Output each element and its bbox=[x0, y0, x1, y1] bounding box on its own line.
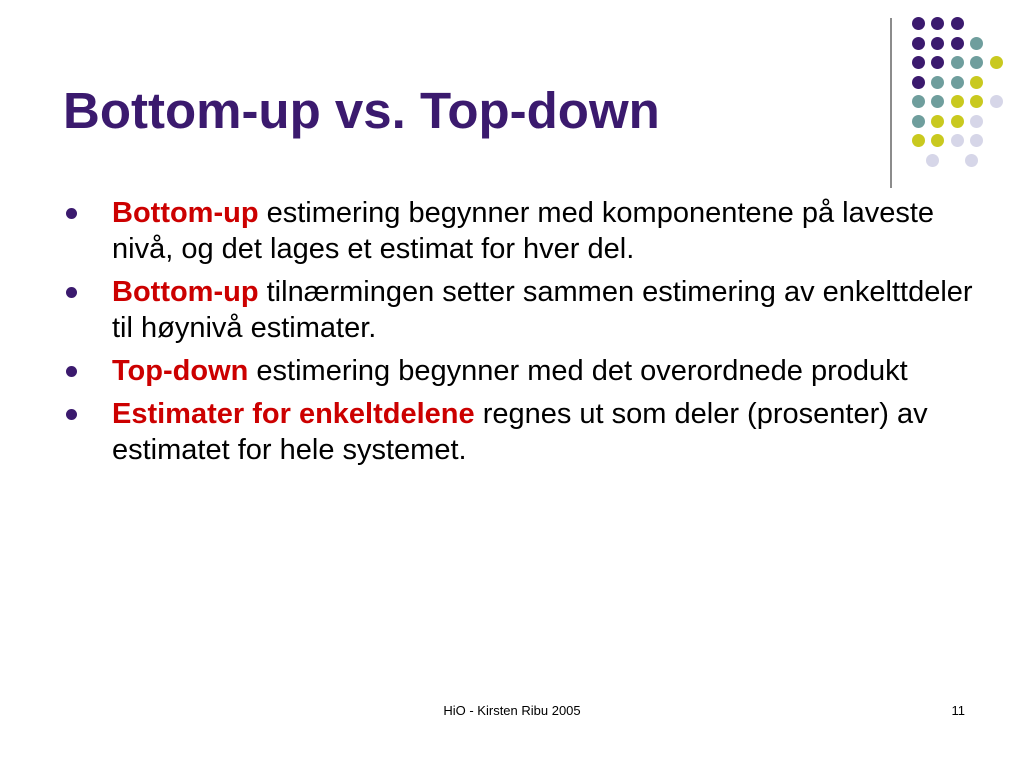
bullet-item bbox=[60, 353, 980, 389]
decorative-dot bbox=[912, 95, 925, 108]
bullet-icon bbox=[66, 409, 77, 420]
bullet-text: estimering begynner med komponentene på laveste nivå, og det lages et estimat for hver del. bbox=[112, 197, 935, 265]
bullet-icon bbox=[66, 287, 77, 298]
decorative-dot bbox=[951, 95, 964, 108]
bullet-text: estimering begynner med det overordnede produkt bbox=[248, 355, 908, 387]
decorative-dot bbox=[951, 37, 964, 50]
bullet-keyword: Bottom-up bbox=[112, 276, 259, 308]
decorative-dot bbox=[912, 56, 925, 69]
decorative-dot bbox=[931, 95, 944, 108]
bullet-text: regnes ut som deler (prosenter) av estimatet for hele systemet. bbox=[112, 398, 928, 466]
decorative-dot bbox=[990, 56, 1003, 69]
bullet-item bbox=[60, 274, 980, 346]
decorative-dot bbox=[970, 56, 983, 69]
decorative-dot bbox=[912, 134, 925, 147]
page-number: 11 bbox=[951, 703, 965, 718]
decorative-dot bbox=[970, 95, 983, 108]
decorative-dot bbox=[951, 115, 964, 128]
bullet-icon bbox=[66, 366, 77, 377]
bullet-keyword: Bottom-up bbox=[112, 197, 259, 229]
slide-title: Bottom-up vs. Top-down bbox=[63, 82, 660, 139]
vertical-divider bbox=[890, 18, 892, 188]
decorative-dot bbox=[931, 76, 944, 89]
decorative-dot bbox=[926, 154, 939, 167]
decorative-dot bbox=[912, 37, 925, 50]
bullet-item bbox=[60, 396, 980, 468]
decorative-dot bbox=[931, 17, 944, 30]
bullet-list bbox=[60, 195, 980, 475]
decorative-dot bbox=[931, 56, 944, 69]
bullet-keyword: Estimater for enkeltdelene bbox=[112, 398, 475, 430]
decorative-dot bbox=[965, 154, 978, 167]
decorative-dot bbox=[931, 37, 944, 50]
bullet-item bbox=[60, 195, 980, 267]
bullet-keyword: Top-down bbox=[112, 355, 249, 387]
decorative-dot bbox=[912, 115, 925, 128]
decorative-dot bbox=[912, 17, 925, 30]
decorative-dot bbox=[970, 115, 983, 128]
decorative-dot bbox=[990, 95, 1003, 108]
decorative-dot bbox=[931, 115, 944, 128]
decorative-dot bbox=[951, 56, 964, 69]
decorative-dot bbox=[951, 17, 964, 30]
decorative-dot bbox=[912, 76, 925, 89]
decorative-dot bbox=[970, 76, 983, 89]
decorative-dot bbox=[970, 37, 983, 50]
decorative-dot bbox=[970, 134, 983, 147]
decorative-dot bbox=[931, 134, 944, 147]
bullet-text: tilnærmingen setter sammen estimering av enkelttdeler til høynivå estimater. bbox=[112, 276, 973, 344]
decorative-dot bbox=[951, 134, 964, 147]
footer-text: HiO - Kirsten Ribu 2005 bbox=[443, 703, 581, 718]
bullet-icon bbox=[66, 208, 77, 219]
decorative-dot bbox=[951, 76, 964, 89]
